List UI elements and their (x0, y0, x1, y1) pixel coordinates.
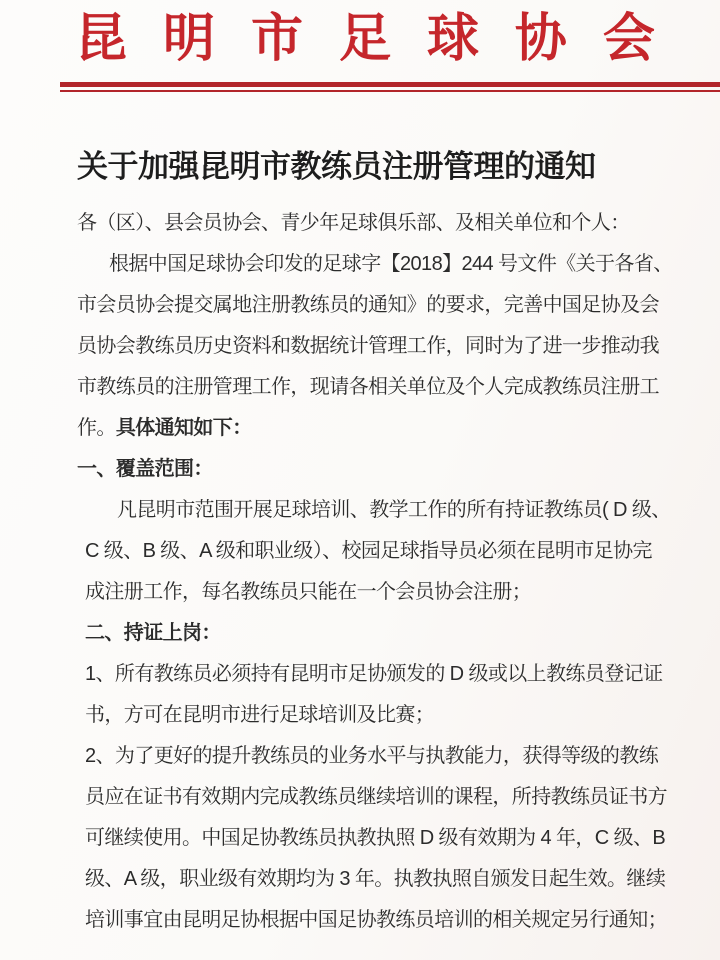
line-segment: 级、A 级，职业级有效期均为 3 年。执教执照自颁发日起生效。继续 (85, 868, 666, 890)
header-rule-thin (60, 90, 720, 92)
document-line (77, 285, 677, 326)
document-line (77, 613, 677, 654)
line-segment: 可继续使用。中国足协教练员执教执照 D 级有效期为 4 年，C 级、B (85, 827, 666, 849)
document-title: 关于加强昆明市教练员注册管理的通知 (77, 149, 596, 184)
line-segment: 市教练员的注册管理工作，现请各相关单位及个人完成教练员注册工 (77, 376, 659, 398)
line-segment: 各（区）、县会员协会、青少年足球俱乐部、及相关单位和个人： (77, 212, 630, 234)
document-line (77, 490, 677, 531)
document-line (77, 408, 677, 449)
document-line (77, 203, 677, 244)
line-segment: 2、为了更好的提升教练员的业务水平与执教能力，获得等级的教练 (85, 745, 659, 767)
document-line (77, 572, 677, 613)
document-line (77, 449, 677, 490)
document-line (77, 695, 677, 736)
org-name-char: 协 (514, 10, 567, 68)
line-segment: 市会员协会提交属地注册教练员的通知》的要求，完善中国足协及会 (77, 294, 659, 316)
line-segment: 员协会教练员历史资料和数据统计管理工作，同时为了进一步推动我 (77, 335, 659, 357)
line-segment: 培训事宜由昆明足协根据中国足协教练员培训的相关规定另行通知； (85, 909, 667, 931)
line-segment: 根据中国足球协会印发的足球字【2018】244 号文件《关于各省、 (109, 253, 673, 275)
line-segment: 作。 (77, 417, 116, 439)
document-line (77, 736, 677, 777)
org-name-char: 明 (162, 10, 215, 68)
document-line (77, 900, 677, 941)
line-segment: 一、覆盖范围： (77, 458, 213, 480)
document-line (77, 654, 677, 695)
document-line (77, 531, 677, 572)
header-rule-thick (60, 82, 720, 87)
line-segment: C 级、B 级、A 级和职业级）、校园足球指导员必须在昆明市足协完 (85, 540, 652, 562)
document-body (77, 203, 677, 941)
line-segment: 二、持证上岗： (85, 622, 221, 644)
document-line (77, 367, 677, 408)
org-name-char: 球 (426, 10, 479, 68)
line-segment: 凡昆明市范围开展足球培训、教学工作的所有持证教练员( D 级、 (117, 499, 671, 521)
document-line (77, 818, 677, 859)
org-name-char: 昆 (75, 10, 128, 68)
line-segment: 员应在证书有效期内完成教练员继续培训的课程，所持教练员证书方 (85, 786, 667, 808)
document-line (77, 326, 677, 367)
line-segment: 成注册工作，每名教练员只能在一个会员协会注册； (85, 581, 532, 603)
org-name-char: 会 (602, 10, 655, 68)
org-name-char: 足 (338, 10, 391, 68)
document-line (77, 244, 677, 285)
document-line (77, 859, 677, 900)
org-name-char: 市 (250, 10, 303, 68)
line-segment: 1、所有教练员必须持有昆明市足协颁发的 D 级或以上教练员登记证 (85, 663, 663, 685)
organization-name (75, 8, 655, 70)
document-line (77, 777, 677, 818)
line-segment: 具体通知如下： (115, 417, 252, 439)
line-segment: 书，方可在昆明市进行足球培训及比赛； (85, 704, 435, 726)
